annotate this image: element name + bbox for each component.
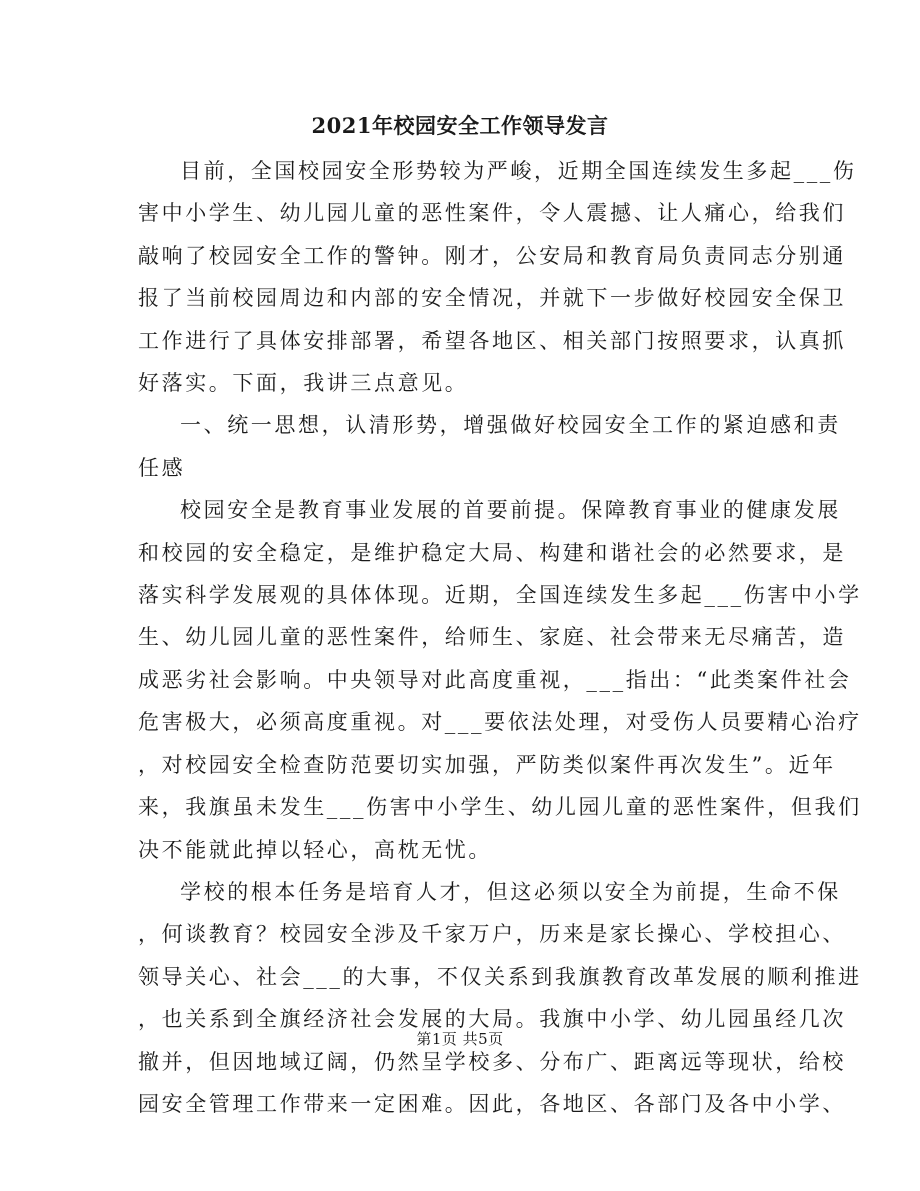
text-line: 撤并，但因地域辽阔，仍然呈学校多、分布广、距离远等现状，给校 <box>138 1049 846 1074</box>
paragraph-2 <box>138 489 862 871</box>
paragraph-3 <box>138 871 862 1125</box>
text-line: 报了当前校园周边和内部的安全情况，并就下一步做好校园安全保卫 <box>138 286 846 311</box>
text-line: 好落实。下面，我讲三点意见。 <box>138 371 469 396</box>
text-line: 危害极大，必须高度重视。对___要依法处理，对受伤人员要精心治疗 <box>138 710 862 735</box>
text-line: 害中小学生、幼儿园儿童的恶性案件，令人震撼、让人痛心，给我们 <box>138 201 846 226</box>
text-line: 学校的根本任务是培育人才，但这必须以安全为前提，生命不保 <box>180 879 841 904</box>
text-line: 工作进行了具体安排部署，希望各地区、相关部门按照要求，认真抓 <box>138 328 846 353</box>
text-line: 任感 <box>138 455 186 480</box>
text-line: ，何谈教育？校园安全涉及千家万户，历来是家长操心、学校担心、 <box>138 922 846 947</box>
paragraph-1 <box>138 150 857 404</box>
text-line: 园安全管理工作带来一定困难。因此，各地区、各部门及各中小学、 <box>138 1091 846 1116</box>
page-footer: 第1页 共5页 <box>416 1030 504 1048</box>
text-line: 领导关心、社会___的大事，不仅关系到我旗教育改革发展的顺利推进 <box>138 964 862 989</box>
text-line: 决不能就此掉以轻心，高枕无忧。 <box>138 837 492 862</box>
text-line: 来，我旗虽未发生___伤害中小学生、幼儿园儿童的恶性案件，但我们 <box>138 795 862 820</box>
text-line: 一、统一思想，认清形势，增强做好校园安全工作的紧迫感和责 <box>180 413 841 438</box>
document-body <box>138 150 862 1125</box>
section-heading-1 <box>138 404 841 489</box>
text-line: 生、幼儿园儿童的恶性案件，给师生、家庭、社会带来无尽痛苦，造 <box>138 625 846 650</box>
text-line: 敲响了校园安全工作的警钟。刚才，公安局和教育局负责同志分别通 <box>138 243 846 268</box>
document-title: 2021年校园安全工作领导发言 <box>311 113 609 138</box>
text-line: 成恶劣社会影响。中央领导对此高度重视，___指出：“此类案件社会 <box>138 667 852 692</box>
text-line: 落实科学发展观的具体体现。近期，全国连续发生多起___伤害中小学 <box>138 583 862 608</box>
text-line: 目前，全国校园安全形势较为严峻，近期全国连续发生多起___伤 <box>180 159 857 183</box>
text-line: ，也关系到全旗经济社会发展的大局。我旗中小学、幼儿园虽经几次 <box>138 1007 846 1032</box>
text-line: ，对校园安全检查防范要切实加强，严防类似案件再次发生”。近年 <box>138 752 836 777</box>
text-line: 和校园的安全稳定，是维护稳定大局、构建和谐社会的必然要求，是 <box>138 540 846 565</box>
text-line: 校园安全是教育事业发展的首要前提。保障教育事业的健康发展 <box>180 498 841 523</box>
